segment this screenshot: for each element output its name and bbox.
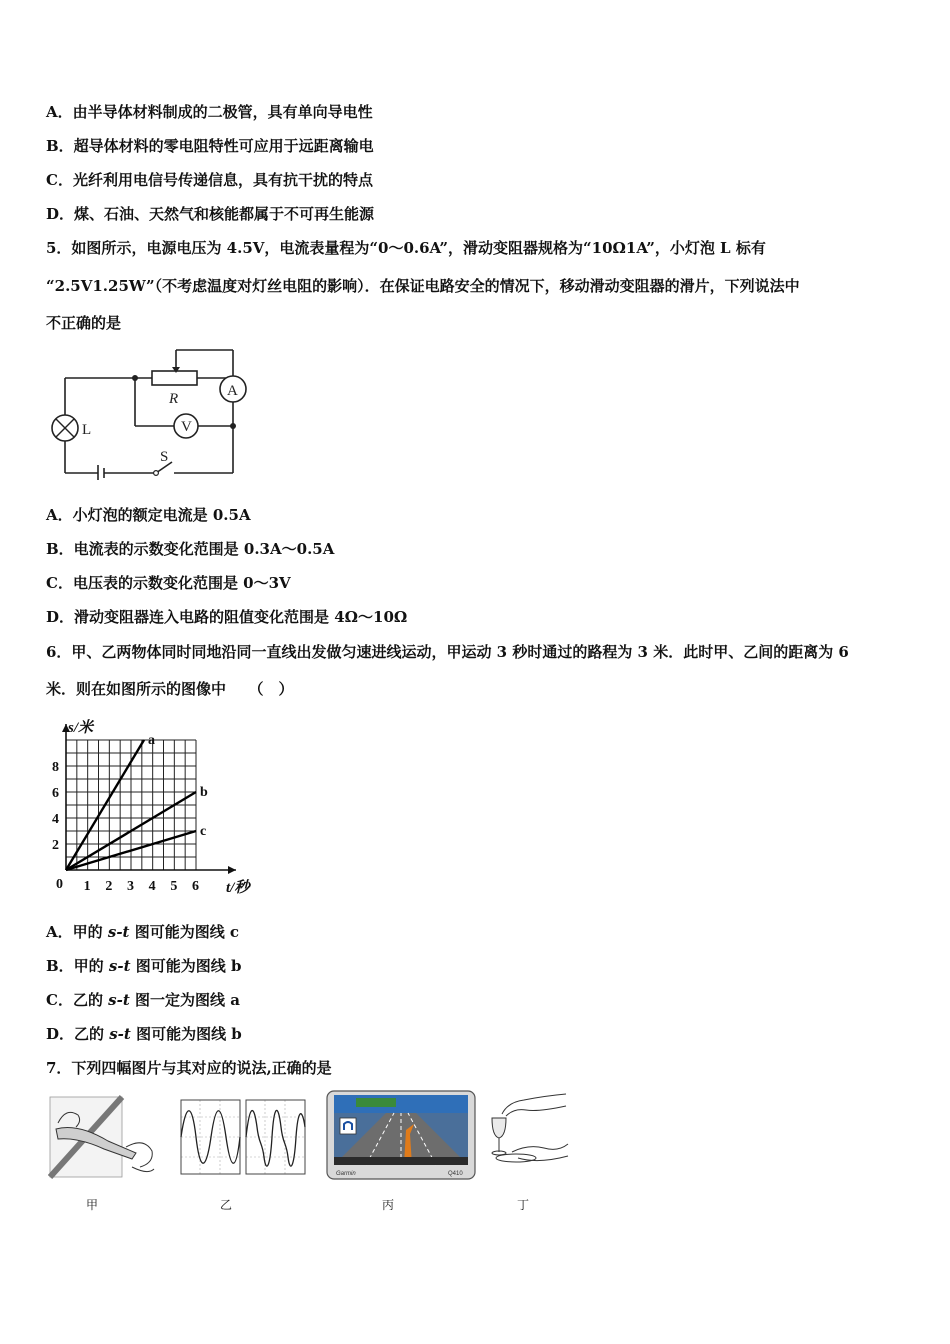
q7-stem: 7．下列四幅图片与其对应的说法,正确的是 [46, 1059, 332, 1077]
q5-circuit-diagram [46, 345, 256, 480]
gps-model: Q410 [448, 1171, 463, 1177]
q4-option-d: D．煤、石油、天然气和核能都属于不可再生能源 [46, 205, 375, 223]
y-axis-label: s/米 [68, 720, 94, 736]
x-tick-label: 4 [148, 879, 156, 894]
caption-ding: 丁 [517, 1198, 530, 1212]
q5-option-c: C．电压表的示数变化范围是 0～3V [46, 574, 291, 592]
x-axis-label: t/秒 [226, 880, 250, 896]
q5-option-b: B．电流表的示数变化范围是 0.3A～0.5A [46, 540, 335, 558]
q5-option-d: D．滑动变阻器连入电路的阻值变化范围是 4Ω～10Ω [46, 608, 408, 626]
q6-st-graph [44, 718, 254, 900]
q6-option-d: D．乙的 s-t 图可能为图线 b [46, 1025, 242, 1043]
q5-stem-line1: 5．如图所示，电源电压为 4.5V，电流表量程为“0～0.6A”，滑动变阻器规格为“10Ω1A”，小灯泡 L 标有 [46, 239, 766, 257]
q7-picture-ding [488, 1092, 570, 1172]
switch-label: S [160, 449, 169, 465]
series-label-a: a [148, 733, 155, 748]
q6-option-b: B．甲的 s-t 图可能为图线 b [46, 957, 242, 975]
rheostat-label: R [169, 391, 179, 407]
caption-jia: 甲 [86, 1198, 99, 1212]
caption-bing: 丙 [382, 1198, 395, 1212]
q7-picture-bing [326, 1090, 476, 1180]
x-tick-label: 1 [83, 879, 91, 894]
x-tick-label: 6 [192, 879, 199, 894]
q4-option-c: C．光纤利用电信号传递信息，具有抗干扰的特点 [46, 171, 373, 189]
q4-option-b: B．超导体材料的零电阻特性可应用于远距离输电 [46, 137, 374, 155]
y-tick-label: 6 [52, 786, 59, 801]
q6-option-c: C．乙的 s-t 图一定为图线 a [46, 991, 240, 1009]
x-tick-label: 5 [170, 879, 178, 894]
q6-option-a: A．甲的 s-t 图可能为图线 c [46, 923, 240, 941]
x-tick-label: 3 [127, 879, 134, 894]
q6-stem-line2: 米．则在如图所示的图像中 （ ） [46, 680, 294, 698]
q5-stem-line3: 不正确的是 [46, 314, 122, 332]
x-axis-arrow [228, 866, 236, 874]
caption-yi: 乙 [220, 1198, 233, 1212]
q7-picture-yi [178, 1097, 308, 1177]
ammeter-label: A [227, 383, 238, 399]
gps-brand: Garmin [336, 1171, 356, 1177]
x-tick-label: 2 [105, 879, 113, 894]
series-label-c: c [200, 824, 207, 839]
lamp-label: L [82, 422, 92, 438]
voltmeter-label: V [181, 419, 192, 435]
q4-option-a: A．由半导体材料制成的二极管，具有单向导电性 [46, 103, 373, 121]
origin-label: 0 [56, 877, 63, 892]
y-tick-label: 4 [52, 812, 59, 827]
y-tick-label: 2 [52, 838, 59, 853]
q6-stem-line1: 6．甲、乙两物体同时同地沿同一直线出发做匀速进线运动，甲运动 3 秒时通过的路程为 3 米．此时甲、乙间的距离为 6 [46, 643, 849, 661]
q5-stem-line2: “2.5V1.25W”（不考虑温度对灯丝电阻的影响）．在保证电路安全的情况下，移动滑动变阻器的滑片，下列说法中 [46, 277, 800, 295]
y-tick-label: 8 [52, 760, 59, 775]
q7-picture-jia [48, 1093, 160, 1183]
series-label-b: b [200, 785, 208, 800]
q5-option-a: A．小灯泡的额定电流是 0.5A [46, 506, 251, 524]
